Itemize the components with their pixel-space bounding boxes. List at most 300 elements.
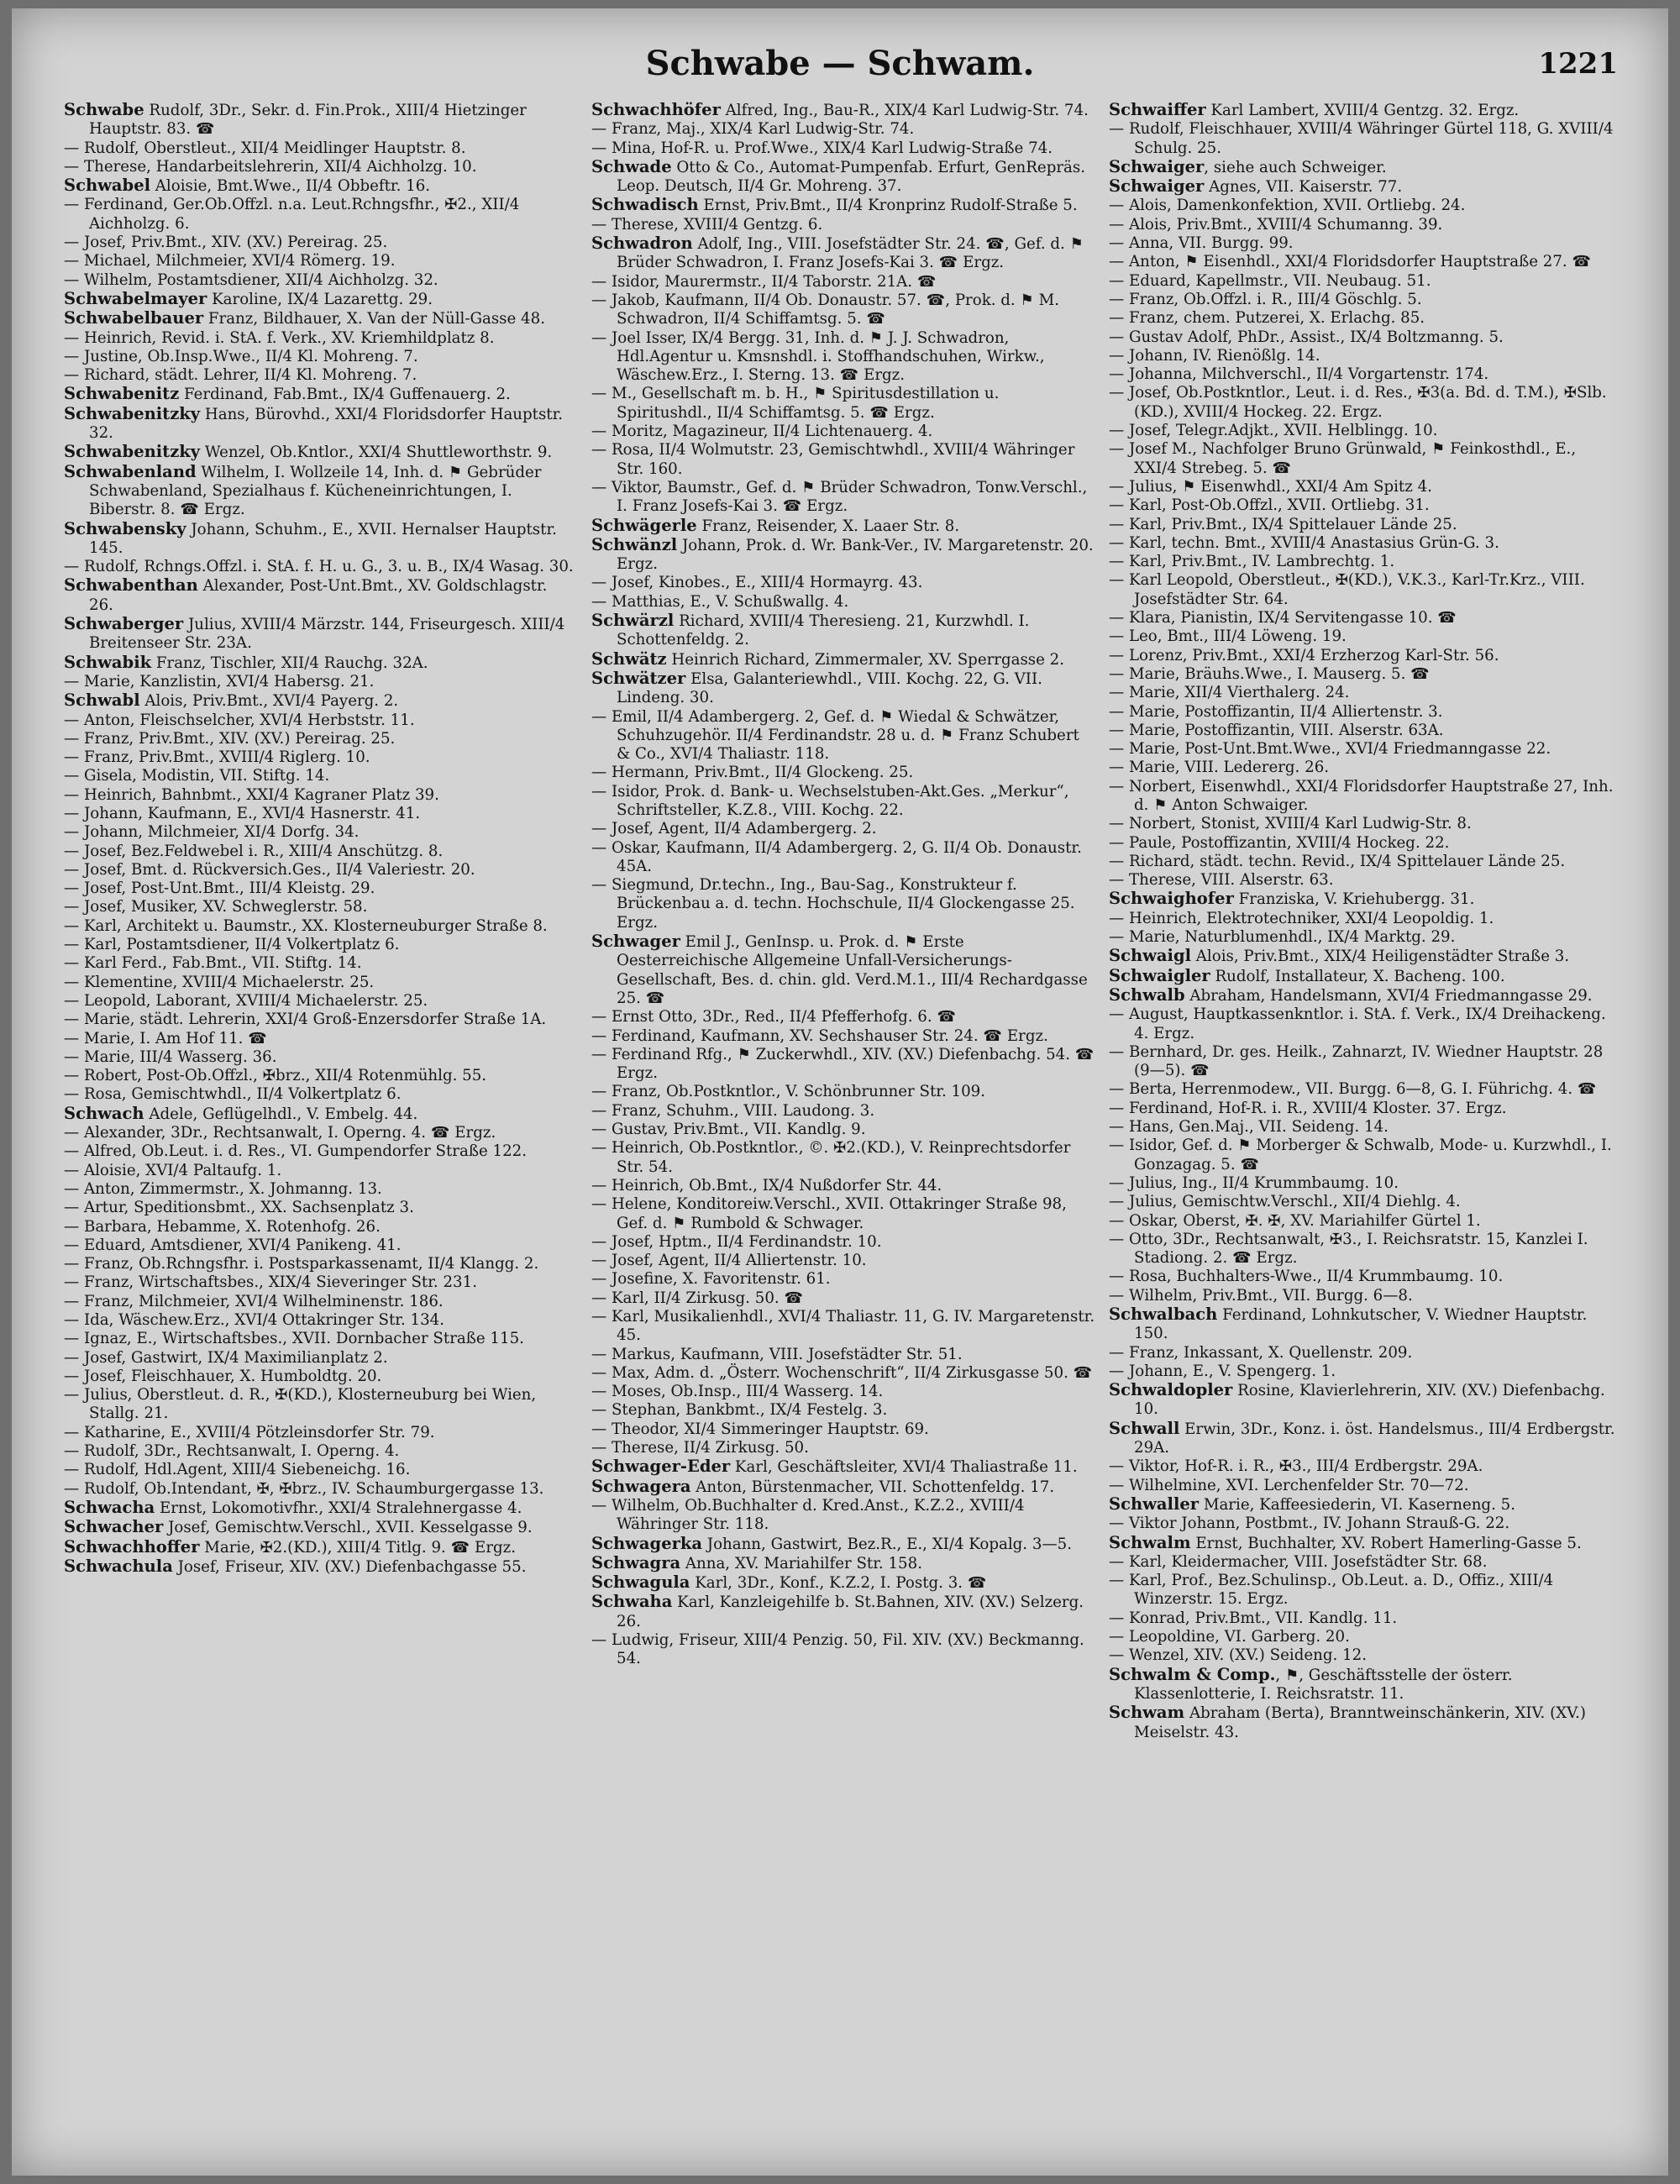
entry-text: — Rudolf, Hdl.Agent, XIII/4 Siebeneichg. 16. [64, 1461, 411, 1479]
directory-entry [591, 1252, 1095, 1270]
entry-surname: Schwager-Eder [591, 1457, 731, 1477]
directory-entry [591, 1383, 1095, 1401]
directory-entry [64, 615, 576, 654]
entry-surname: Schwam [1109, 1703, 1185, 1723]
entry-text: — Ignaz, E., Wirtschaftsbes., XVII. Dornbacher Straße 115. [64, 1330, 524, 1348]
directory-entry [1109, 890, 1621, 909]
entry-surname: Schwaldopler [1109, 1380, 1233, 1400]
directory-entry [591, 1195, 1095, 1233]
directory-entry [591, 820, 1095, 838]
directory-entry [64, 271, 576, 290]
directory-entry [64, 1067, 576, 1085]
entry-text: — Gustav, Priv.Bmt., VII. Kandlg. 9. [591, 1121, 866, 1139]
directory-entry [1109, 834, 1621, 853]
directory-entry [1109, 815, 1621, 833]
entry-text: Johann, Prok. d. Wr. Bank-Ver., IV. Margaretenstr. 20. Ergz. [617, 536, 1094, 574]
entry-text: — Johanna, Milchverschl., II/4 Vorgartenstr. 174. [1109, 365, 1489, 384]
directory-entry [1109, 197, 1621, 215]
entry-text: Adolf, Ing., VIII. Josefstädter Str. 24. ☎, Gef. d. ⚑ Brüder Schwadron, I. Franz Josefs-Kai 3. ☎ Ergz. [617, 235, 1084, 272]
entry-text: — Franz, Maj., XIX/4 Karl Ludwig-Str. 74. [591, 120, 915, 139]
entry-text: — Mina, Hof-R. u. Prof.Wwe., XIX/4 Karl Ludwig-Straße 74. [591, 139, 1053, 157]
entry-text: Marie, Kaffeesiederin, VI. Kaserneng. 5. [1199, 1495, 1515, 1514]
directory-entry [1109, 778, 1621, 816]
column-1 [64, 101, 576, 2150]
entry-text: — Ferdinand, Ger.Ob.Offzl. n.a. Leut.Rchngsfhr., ✠2., XII/4 Aichholzg. 6. [64, 196, 520, 233]
entry-text: Anna, XV. Mariahilfer Str. 158. [680, 1554, 922, 1572]
entry-text: — Anton, ⚑ Eisenhdl., XXI/4 Floridsdorfer Hauptstraße 27. ☎ [1109, 253, 1592, 271]
entry-text: — Karl, Priv.Bmt., IX/4 Spittelauer Lände 25. [1109, 515, 1457, 533]
directory-entry [1109, 759, 1621, 777]
directory-entry [64, 1180, 576, 1199]
directory-entry [591, 139, 1095, 158]
directory-entry [64, 1499, 576, 1518]
entry-text: — Paule, Postoffizantin, XVIII/4 Hockeg. 22. [1109, 833, 1450, 852]
entry-text: — Joel Isser, IX/4 Bergg. 31, Inh. d. ⚑ J. J. Schwadron, Hdl.Agentur u. Kmsnshdl. i. Stoffhandschuhen, Wirkw., Wäschew.Erz., I. Sterng. 13. ☎ Ergz. [591, 328, 1045, 385]
entry-surname: Schwalb [1109, 984, 1185, 1005]
directory-entry [591, 1401, 1095, 1420]
entry-text: — Aloisie, XVI/4 Paltaufg. 1. [64, 1161, 282, 1179]
entry-text: — Isidor, Prok. d. Bank- u. Wechselstuben-Akt.Ges. „Merkur“, Schriftsteller, K.Z.8., VIII. Kochg. 22. [591, 782, 1069, 819]
entry-text: — Julius, ⚑ Eisenwhdl., XXI/4 Am Spitz 4. [1109, 477, 1432, 496]
entry-text: Abraham (Berta), Branntweinschänkerin, XIV. (XV.) Meiselstr. 43. [1134, 1704, 1586, 1741]
entry-surname: Schwabenitz [64, 384, 180, 404]
entry-text: — Matthias, E., V. Schußwallg. 4. [591, 592, 849, 611]
directory-entry [1109, 1553, 1621, 1572]
entry-text: — Robert, Post-Ob.Offzl., ✠brz., XII/4 Rotenmühlg. 55. [64, 1067, 487, 1085]
entry-text: — Barbara, Hebamme, X. Rotenhofg. 26. [64, 1217, 381, 1236]
directory-entry [591, 479, 1095, 517]
entry-text: — Helene, Konditoreiw.Verschl., XVII. Ottakringer Straße 98, Gef. d. ⚑ Rumbold & Schwager. [591, 1195, 1067, 1232]
directory-entry [1109, 609, 1621, 627]
directory-entry [591, 1308, 1095, 1346]
directory-entry [591, 783, 1095, 821]
entry-surname: Schwaighofer [1109, 889, 1234, 909]
entry-text: — August, Hauptkassenkntlor. i. StA. f. Verk., IX/4 Dreihackeng. 4. Ergz. [1109, 1005, 1606, 1042]
entry-surname: Schwagula [591, 1572, 690, 1593]
directory-entry [1109, 1457, 1621, 1476]
entry-text: — Josef, Gastwirt, IX/4 Maximilianplatz 2. [64, 1348, 388, 1367]
directory-entry [1109, 1609, 1621, 1628]
directory-entry [1109, 1231, 1621, 1268]
directory-entry [64, 443, 576, 462]
directory-entry [64, 234, 576, 252]
entry-text: — Franz, Inkassant, X. Quellenstr. 209. [1109, 1343, 1413, 1362]
entry-text: — Gustav Adolf, PhDr., Assist., IX/4 Boltzmanng. 5. [1109, 328, 1504, 346]
directory-entry [1109, 871, 1621, 890]
entry-surname: Schwaberger [64, 614, 184, 634]
entry-text: Karl Lambert, XVIII/4 Gentzg. 32. Ergz. [1205, 102, 1520, 119]
entry-text: — Josef, Kinobes., E., XIII/4 Hormayrg. 43. [591, 574, 923, 592]
entry-text: — Josef, Agent, II/4 Adambergerg. 2. [591, 820, 877, 838]
entry-text: — Johann, IV. Rienößlg. 14. [1109, 346, 1320, 365]
entry-text: — Viktor, Hof-R. i. R., ✠3., III/4 Erdbergstr. 29A. [1109, 1457, 1483, 1476]
directory-entry [591, 1346, 1095, 1364]
entry-text: — Moritz, Magazineur, II/4 Lichtenauerg. 4. [591, 423, 933, 441]
directory-entry [64, 1349, 576, 1368]
entry-text: — Wenzel, XIV. (XV.) Seideng. 12. [1109, 1646, 1367, 1665]
entry-text: — Ernst Otto, 3Dr., Red., II/4 Pfefferhofg. 6. ☎ [591, 1008, 957, 1026]
entry-surname: Schwabik [64, 652, 152, 672]
directory-entry [1109, 627, 1621, 646]
directory-entry [591, 291, 1095, 329]
entry-text: Josef, Friseur, XIV. (XV.) Diefenbachgasse 55. [172, 1557, 527, 1576]
entry-text: — Rudolf, Rchngs.Offzl. i. StA. f. H. u. G., 3. u. B., IX/4 Wasag. 30. [64, 558, 574, 576]
directory-entry [1109, 234, 1621, 253]
directory-entry [1109, 1666, 1621, 1704]
directory-entry [591, 1121, 1095, 1139]
entry-text: — Rosa, Buchhalters-Wwe., II/4 Krummbaumg. 10. [1109, 1268, 1504, 1286]
entry-surname: Schwaha [591, 1592, 673, 1612]
entry-surname: Schwagra [591, 1552, 681, 1572]
directory-entry [64, 673, 576, 691]
entry-surname: Schwaigler [1109, 965, 1210, 985]
directory-entry [591, 196, 1095, 215]
directory-entry [591, 1439, 1095, 1457]
entry-text: — Wilhelm, Postamtsdiener, XII/4 Aichholzg. 32. [64, 270, 438, 289]
entry-surname: Schwalm & Comp. [1109, 1664, 1276, 1684]
entry-text: Wenzel, Ob.Kntlor., XXI/4 Shuttleworthstr. 9. [200, 444, 553, 462]
entry-text: — Norbert, Stonist, XVIII/4 Karl Ludwig-Str. 8. [1109, 815, 1472, 833]
entry-text: — Karl, Postamtsdiener, II/4 Volkertplatz 6. [64, 936, 400, 954]
directory-entry [1109, 1477, 1621, 1495]
entry-surname: Schwabenitzky [64, 442, 201, 462]
entry-text: — Therese, VIII. Alserstr. 63. [1109, 871, 1334, 890]
entry-text: Anton, Bürstenmacher, VII. Schottenfeldg. 17. [690, 1478, 1055, 1496]
entry-text: — Josef, Telegr.Adjkt., XVII. Helblingg. 10. [1109, 422, 1438, 440]
entry-text: — Anton, Fleischselcher, XVI/4 Herbststr. 11. [64, 711, 415, 729]
entry-text: — Wilhelm, Priv.Bmt., VII. Burgg. 6—8. [1109, 1286, 1413, 1305]
directory-entry [64, 463, 576, 520]
entry-text: Emil J., GenInsp. u. Prok. d. ⚑ Erste Oesterreichische Allgemeine Unfall-Versicherungs-Gesellschaft, Bes. d. chin. gld. Verd.M.1., III/4 Rechardgasse 25. ☎ [617, 933, 1088, 1007]
directory-entry [1109, 1420, 1621, 1458]
column-2 [591, 101, 1095, 2150]
entry-text: — Emil, II/4 Adambergerg. 2, Gef. d. ⚑ Wiedal & Schwätzer, Schuhzugehör. II/4 Ferdinandstr. 28 u. d. ⚑ Franz Schubert & Co., XVI/4 Thaliastr. 118. [591, 707, 1079, 764]
entry-text: Karl, Geschäftsleiter, XVI/4 Thaliastraße 11. [730, 1458, 1078, 1477]
directory-entry [64, 1162, 576, 1180]
directory-entry [1109, 272, 1621, 291]
entry-text: — Artur, Speditionsbmt., XX. Sachsenplatz 3. [64, 1199, 414, 1217]
directory-entry [1109, 253, 1621, 271]
entry-text: Ernst, Priv.Bmt., II/4 Kronprinz Rudolf-Straße 5. [698, 197, 1078, 215]
entry-text: — Rudolf, Ob.Intendant, ✠, ✠brz., IV. Schaumburgergasse 13. [64, 1479, 544, 1498]
directory-entry [64, 1480, 576, 1499]
entry-text: Julius, XVIII/4 Märzstr. 144, Friseurgesch. XIII/4 Breitenseer Str. 23A. [89, 616, 565, 653]
entry-text: — Norbert, Eisenwhdl., XXI/4 Floridsdorfer Hauptstraße 27, Inh. d. ⚑ Anton Schwaiger. [1109, 777, 1614, 814]
running-head: Schwabe — Schwam. [645, 44, 1035, 83]
directory-entry [1109, 534, 1621, 553]
entry-text: — Eduard, Kapellmstr., VII. Neubaug. 51. [1109, 271, 1431, 290]
directory-entry [1109, 665, 1621, 684]
directory-entry [591, 441, 1095, 479]
entry-text: — Marie, Naturblumenhdl., IX/4 Marktg. 29. [1109, 928, 1456, 947]
entry-text: — Karl Ferd., Fab.Bmt., VII. Stiftg. 14. [64, 954, 362, 973]
entry-text: — Karl Leopold, Oberstleut., ✠(KD.), V.K.3., Karl-Tr.Krz., VIII. Josefstädter Str. 64. [1109, 571, 1585, 608]
entry-text: — Hermann, Priv.Bmt., II/4 Glockeng. 25. [591, 764, 914, 782]
directory-entry [64, 843, 576, 861]
entry-text: — Therese, II/4 Zirkusg. 50. [591, 1439, 809, 1457]
entry-text: — Anna, VII. Burgg. 99. [1109, 234, 1294, 253]
entry-surname: Schwadisch [591, 195, 699, 215]
directory-entry [64, 101, 576, 139]
directory-entry [1109, 347, 1621, 365]
entry-text: — Klementine, XVIII/4 Michaelerstr. 25. [64, 973, 375, 991]
entry-text: — Richard, städt. techn. Revid., IX/4 Spittelauer Lände 25. [1109, 852, 1566, 870]
entry-text: Franz, Reisender, X. Laaer Str. 8. [696, 517, 960, 535]
directory-entry [64, 1124, 576, 1142]
directory-entry [591, 932, 1095, 1008]
entry-text: — Alois, Damenkonfektion, XVII. Ortliebg. 24. [1109, 197, 1466, 215]
entry-text: — Franz, Priv.Bmt., XVIII/4 Riglerg. 10. [64, 748, 370, 767]
directory-entry [591, 234, 1095, 273]
directory-entry [591, 708, 1095, 764]
directory-entry [1109, 1344, 1621, 1362]
entry-text: — Leo, Bmt., III/4 Löweng. 19. [1109, 627, 1347, 646]
directory-entry [591, 593, 1095, 612]
entry-text: — Josef, Post-Unt.Bmt., III/4 Kleistg. 29. [64, 879, 375, 898]
entry-text: — Karl, Architekt u. Baumstr., XX. Klosterneuburger Straße 8. [64, 916, 548, 935]
directory-entry [1109, 1287, 1621, 1305]
entry-text: — M., Gesellschaft m. b. H., ⚑ Spiritusdestillation u. Spiritushdl., II/4 Schiffamtsg. 5. ☎ Ergz. [591, 385, 1000, 422]
directory-entry [591, 1573, 1095, 1593]
directory-entry [64, 767, 576, 785]
entry-text: — Heinrich, Revid. i. StA. f. Verk., XV. Kriemhildplatz 8. [64, 328, 495, 347]
directory-entry [591, 120, 1095, 139]
entry-text: Alexander, Post-Unt.Bmt., XV. Goldschlagstr. 26. [89, 577, 548, 614]
entry-text: — Johann, Milchmeier, XI/4 Dorfg. 34. [64, 823, 360, 842]
directory-entry [1109, 1268, 1621, 1286]
directory-entry [1109, 1174, 1621, 1193]
directory-entry [1109, 158, 1621, 177]
entry-surname: Schwade [591, 156, 672, 176]
directory-entry [64, 1424, 576, 1442]
directory-entry [591, 1631, 1095, 1669]
entry-surname: Schwall [1109, 1418, 1180, 1438]
entry-text: Rudolf, Installateur, X. Bacheng. 100. [1210, 967, 1505, 985]
directory-entry [591, 1497, 1095, 1535]
entry-text: Rosine, Klavierlehrerin, XIV. (XV.) Diefenbachg. 10. [1134, 1382, 1605, 1419]
entry-text: — Franz, Milchmeier, XVI/4 Wilhelminenstr. 186. [64, 1292, 444, 1310]
entry-surname: Schwaiger [1109, 156, 1205, 176]
entry-text: — Berta, Herrenmodew., VII. Burgg. 6—8, G. I. Führichg. 4. ☎ [1109, 1080, 1597, 1099]
entry-text: — Otto, 3Dr., Rechtsanwalt, ✠3., I. Reichsratstr. 15, Kanzlei I. Stadiong. 2. ☎ Ergz. [1109, 1230, 1588, 1268]
entry-text: Karoline, IX/4 Lazarettg. 29. [207, 290, 433, 308]
entry-text: — Rudolf, 3Dr., Rechtsanwalt, I. Operng. 4. [64, 1442, 400, 1461]
directory-entry [1109, 967, 1621, 986]
directory-entry [64, 558, 576, 576]
entry-surname: Schwabensky [64, 518, 186, 538]
directory-entry [591, 839, 1095, 877]
directory-entry [1109, 291, 1621, 309]
directory-entry [1109, 722, 1621, 740]
entry-surname: Schwacher [64, 1517, 164, 1537]
directory-entry [64, 992, 576, 1011]
directory-entry [1109, 1572, 1621, 1609]
directory-entry [1109, 1381, 1621, 1420]
directory-entry [64, 1368, 576, 1386]
entry-text: — Leopoldine, VI. Garberg. 20. [1109, 1628, 1350, 1646]
directory-entry [591, 1593, 1095, 1631]
entry-text: — Julius, Gemischtw.Verschl., XII/4 Diehlg. 4. [1109, 1193, 1461, 1211]
entry-text: — Heinrich, Elektrotechniker, XXI/4 Leopoldig. 1. [1109, 909, 1494, 927]
entry-text: Abraham, Handelsmann, XVI/4 Friedmanngasse 29. [1184, 986, 1593, 1005]
directory-entry [591, 650, 1095, 669]
entry-text: — Josef M., Nachfolger Bruno Grünwald, ⚑ Feinkosthdl., E., XXI/4 Strebeg. 5. ☎ [1109, 440, 1577, 477]
entry-text: — Klara, Pianistin, IX/4 Servitengasse 10. ☎ [1109, 609, 1457, 627]
entry-text: — Franz, Wirtschaftsbes., XIX/4 Sieveringer Str. 231. [64, 1273, 477, 1292]
entry-surname: Schwärzl [591, 611, 675, 631]
directory-entry [64, 1461, 576, 1479]
entry-text: Josef, Gemischtw.Verschl., XVII. Kesselgasse 9. [163, 1519, 533, 1537]
directory-entry [64, 691, 576, 711]
directory-entry [591, 1008, 1095, 1026]
entry-surname: Schwachula [64, 1556, 173, 1576]
entry-text: — Karl, Musikalienhdl., XVI/4 Thaliastr. 11, G. IV. Margaretenstr. 45. [591, 1308, 1095, 1345]
directory-entry [64, 1293, 576, 1311]
entry-text: Ernst, Lokomotivfhr., XXI/4 Stralehnergasse 4. [155, 1499, 522, 1517]
entry-surname: Schwalm [1109, 1532, 1191, 1552]
entry-surname: Schwaller [1109, 1494, 1200, 1514]
directory-entry [1109, 309, 1621, 328]
directory-entry [591, 764, 1095, 782]
entry-surname: Schwager [591, 932, 680, 952]
directory-entry [1109, 216, 1621, 234]
directory-entry [591, 1102, 1095, 1121]
directory-entry [64, 366, 576, 385]
entry-text: — Josef, Priv.Bmt., XIV. (XV.) Pereirag. 25. [64, 234, 388, 252]
directory-entry [1109, 1515, 1621, 1533]
directory-entry [1109, 1005, 1621, 1043]
directory-entry [591, 1420, 1095, 1439]
directory-entry [1109, 1534, 1621, 1553]
entry-text: Erwin, 3Dr., Konz. i. öst. Handelsmus., III/4 Erdbergstr. 29A. [1134, 1420, 1615, 1457]
directory-entry [1109, 647, 1621, 665]
directory-entry [1109, 571, 1621, 609]
entry-text: — Heinrich, Bahnbmt., XXI/4 Kagraner Platz 39. [64, 785, 439, 804]
entry-text: — Justine, Ob.Insp.Wwe., II/4 Kl. Mohreng. 7. [64, 347, 418, 365]
entry-text: — Oskar, Kaufmann, II/4 Adambergerg. 2, G. II/4 Ob. Donaustr. 45A. [591, 838, 1082, 875]
directory-entry [1109, 910, 1621, 928]
entry-text: — Julius, Ing., II/4 Krummbaumg. 10. [1109, 1173, 1399, 1192]
entry-text: — Max, Adm. d. „Österr. Wochenschrift“, II/4 Zirkusgasse 50. ☎ [591, 1363, 1093, 1382]
entry-surname: Schwabenitzky [64, 403, 201, 423]
entry-text: — Rudolf, Fleischhauer, XVIII/4 Währinger Gürtel 118, G. XVIII/4 Schulg. 25. [1109, 120, 1614, 157]
directory-entry [1109, 1628, 1621, 1646]
directory-entry [1109, 365, 1621, 384]
entry-text: — Konrad, Priv.Bmt., VII. Kandlg. 11. [1109, 1609, 1398, 1627]
directory-entry [1109, 1193, 1621, 1211]
entry-surname: Schwagera [591, 1476, 691, 1496]
directory-entry [591, 273, 1095, 291]
directory-entry [64, 1255, 576, 1273]
directory-entry [64, 1330, 576, 1348]
directory-entry [64, 1199, 576, 1217]
entry-text: — Karl, II/4 Zirkusg. 50. ☎ [591, 1289, 804, 1307]
directory-entry [591, 612, 1095, 650]
directory-entry [591, 329, 1095, 386]
entry-text: — Markus, Kaufmann, VIII. Josefstädter Str. 51. [591, 1345, 963, 1363]
entry-surname: Schwacha [64, 1497, 155, 1517]
directory-entry [1109, 703, 1621, 722]
entry-text: — Marie, Postoffizantin, VIII. Alserstr. 63A. [1109, 721, 1444, 739]
entry-text: — Franz, Ob.Offzl. i. R., III/4 Göschlg. 5. [1109, 290, 1422, 308]
entry-text: — Franz, Schuhm., VIII. Laudong. 3. [591, 1101, 875, 1120]
entry-text: — Marie, I. Am Hof 11. ☎ [64, 1029, 267, 1047]
entry-surname: Schwaigl [1109, 946, 1192, 966]
entry-text: — Karl, techn. Bmt., XVIII/4 Anastasius Grün-G. 3. [1109, 533, 1499, 552]
directory-entry [591, 1364, 1095, 1383]
directory-entry [64, 654, 576, 673]
entry-text: — Alois, Priv.Bmt., XVIII/4 Schumanng. 39. [1109, 215, 1443, 234]
entry-text: — Karl, Post-Ob.Offzl., XVII. Ortliebg. 31. [1109, 496, 1430, 515]
directory-entry [64, 1386, 576, 1424]
directory-entry [591, 1554, 1095, 1573]
entry-text: Johann, Gastwirt, Bez.R., E., XI/4 Kopalg. 3—5. [702, 1535, 1072, 1553]
entry-text: — Ferdinand, Hof-R. i. R., XVIII/4 Kloster. 37. Ergz. [1109, 1099, 1507, 1117]
directory-entry [591, 1027, 1095, 1046]
entry-text: — Josef, Hptm., II/4 Ferdinandstr. 10. [591, 1232, 882, 1251]
directory-entry [64, 158, 576, 176]
directory-entry [591, 1083, 1095, 1101]
entry-text: — Marie, Kanzlistin, XVI/4 Habersg. 21. [64, 672, 375, 690]
entry-text: Alois, Priv.Bmt., XVI/4 Payerg. 2. [139, 692, 399, 711]
directory-entry [1109, 1495, 1621, 1515]
entry-text: — Franz, Ob.Postkntlor., V. Schönbrunner Str. 109. [591, 1083, 986, 1101]
entry-surname: Schwabel [64, 176, 151, 196]
directory-entry [64, 861, 576, 879]
entry-text: Heinrich Richard, Zimmermaler, XV. Sperrgasse 2. [666, 650, 1065, 669]
entry-text: Franz, Tischler, XII/4 Rauchg. 32A. [151, 654, 428, 672]
entry-text: — Ludwig, Friseur, XIII/4 Penzig. 50, Fil. XIV. (XV.) Beckmanng. 54. [591, 1631, 1084, 1668]
entry-text: — Hans, Gen.Maj., VII. Seideng. 14. [1109, 1118, 1389, 1137]
entry-surname: Schwätzer [591, 668, 686, 688]
entry-text: — Karl, Prof., Bez.Schulinsp., Ob.Leut. a. D., Offiz., XIII/4 Winzerstr. 15. Ergz. [1109, 1572, 1554, 1609]
directory-entry [64, 196, 576, 234]
entry-text: Franziska, V. Kriehubergg. 31. [1233, 890, 1475, 909]
directory-entry [591, 385, 1095, 423]
directory-entry [1109, 947, 1621, 966]
directory-entry [1109, 177, 1621, 197]
directory-entry [64, 974, 576, 992]
entry-surname: Schwagerka [591, 1533, 703, 1553]
directory-entry [591, 1478, 1095, 1497]
directory-entry [64, 730, 576, 748]
entry-surname: Schwabl [64, 690, 140, 711]
directory-entry [1109, 384, 1621, 422]
directory-entry [64, 711, 576, 730]
directory-entry [1109, 1100, 1621, 1118]
entry-text: Alfred, Ing., Bau-R., XIX/4 Karl Ludwig-Str. 74. [720, 102, 1089, 119]
entry-text: — Katharine, E., XVIII/4 Pötzleinsdorfer Str. 79. [64, 1423, 435, 1441]
directory-entry [64, 1011, 576, 1029]
entry-text: — Oskar, Oberst, ✠. ✠, XV. Mariahilfer Gürtel 1. [1109, 1211, 1481, 1230]
entry-text: — Siegmund, Dr.techn., Ing., Bau-Sag., Konstrukteur f. Brückenbau a. d. techn. Hochschule, II/4 Glockengasse 25. Ergz. [591, 876, 1075, 932]
directory-entry [64, 176, 576, 196]
entry-text: — Marie, Postoffizantin, II/4 Alliertenstr. 3. [1109, 702, 1443, 721]
directory-entry [64, 786, 576, 805]
directory-entry [591, 1177, 1095, 1195]
directory-entry [1109, 1305, 1621, 1344]
entry-text: Hans, Bürovhd., XXI/4 Floridsdorfer Hauptstr. 32. [89, 405, 564, 443]
directory-entry [591, 1535, 1095, 1554]
directory-entry [1109, 478, 1621, 496]
entry-text: — Franz, chem. Putzerei, X. Erlachg. 85. [1109, 309, 1425, 328]
directory-entry [64, 252, 576, 270]
entry-text: — Josef, Ob.Postkntlor., Leut. i. d. Res., ✠3(a. Bd. d. T.M.), ✠Slb.(KD.), XVIII/4 Hockeg. 22. Ergz. [1109, 384, 1607, 421]
directory-entry [591, 536, 1095, 575]
entry-surname: Schwätz [591, 648, 667, 669]
column-3 [1109, 101, 1621, 2150]
directory-entry [591, 1457, 1095, 1477]
